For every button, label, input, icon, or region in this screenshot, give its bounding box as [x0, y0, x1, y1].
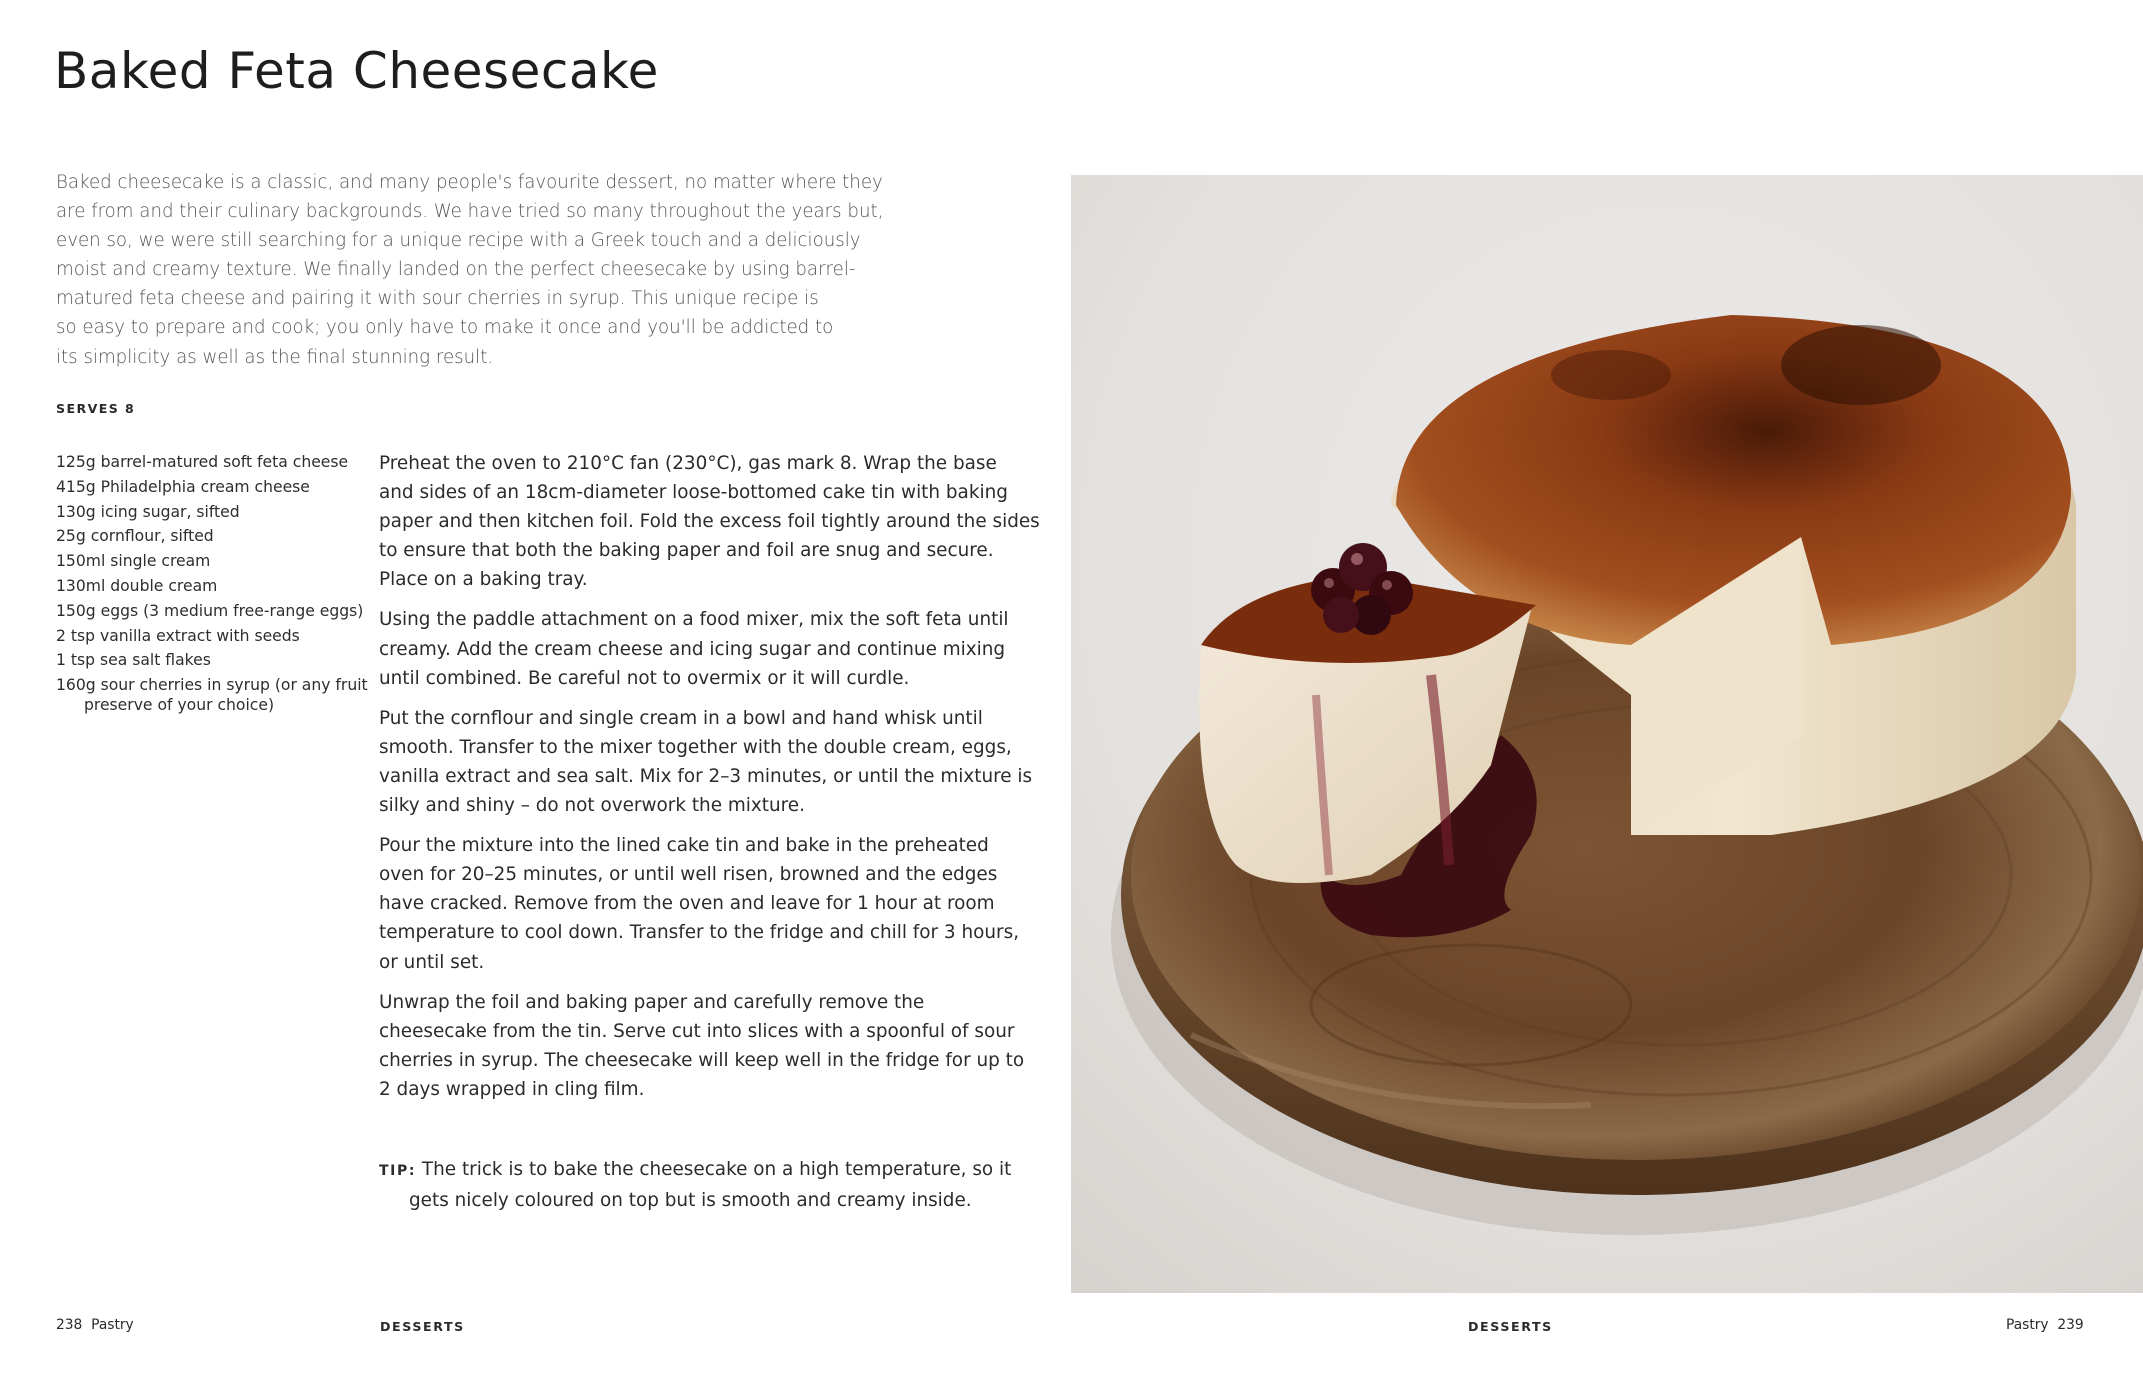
intro-line: matured feta cheese and pairing it with sour cherries in syrup. This unique recipe is	[56, 288, 819, 310]
chapter-name-right: DESSERTS	[1468, 1319, 1553, 1334]
page-number-right: 239	[2057, 1317, 2084, 1333]
method-step	[379, 605, 1009, 692]
ingredient-item: 150ml single cream	[56, 552, 211, 571]
method-line: oven for 20–25 minutes, or until well risen, browned and the edges	[379, 864, 998, 886]
method-line: Put the cornflour and single cream in a bowl and hand whisk until	[379, 707, 983, 729]
method-line: smooth. Transfer to the mixer together with the double cream, eggs,	[379, 736, 1012, 758]
intro-line: Baked cheesecake is a classic, and many people's favourite dessert, no matter where they	[56, 172, 883, 193]
intro-line: its simplicity as well as the final stunning result.	[56, 346, 494, 368]
tip-line	[379, 1155, 1012, 1186]
ingredient-item: 130g icing sugar, sifted	[56, 502, 240, 521]
method-line: creamy. Add the cream cheese and icing sugar and continue mixing	[379, 638, 1006, 660]
method-step	[379, 831, 1020, 976]
ingredient-item-continuation: preserve of your choice)	[84, 696, 275, 715]
method-line: 2 days wrapped in cling film.	[379, 1078, 645, 1100]
intro-line: so easy to prepare and cook; you only have to make it once and you'll be addicted to	[56, 317, 834, 339]
method-line: and sides of an 18cm-diameter loose-bottomed cake tin with baking	[379, 482, 1008, 504]
ingredient-item: 2 tsp vanilla extract with seeds	[56, 626, 300, 645]
method-step	[379, 704, 1033, 820]
method-steps	[379, 449, 1040, 1115]
intro-line: even so, we were still searching for a unique recipe with a Greek touch and a deliciously	[56, 230, 861, 252]
section-name-right: Pastry	[2006, 1317, 2049, 1333]
intro-line: moist and creamy texture. We finally landed on the perfect cheesecake by using barrel-	[56, 259, 856, 281]
method-line: to ensure that both the baking paper and foil are snug and secure.	[379, 540, 994, 562]
method-step	[379, 988, 1025, 1104]
ingredient-item: 25g cornflour, sifted	[56, 527, 214, 546]
method-line: cheesecake from the tin. Serve cut into slices with a spoonful of sour	[379, 1020, 1015, 1042]
ingredient-item-line: 160g sour cherries in syrup (or any fruit	[56, 676, 368, 695]
ingredient-item: 125g barrel-matured soft feta cheese	[56, 453, 349, 471]
ingredient-list	[56, 450, 368, 715]
ingredient-item: 130ml double cream	[56, 576, 218, 595]
method-step	[379, 449, 1040, 594]
method-line: silky and shiny – do not overwork the mixture.	[379, 795, 805, 817]
intro-line: are from and their culinary backgrounds. We have tried so many throughout the years but,	[56, 201, 884, 223]
footer-right-folio	[2006, 1317, 2084, 1333]
method-line: or until set.	[379, 951, 485, 973]
method-line: temperature to cool down. Transfer to the fridge and chill for 3 hours,	[379, 922, 1020, 944]
method-line: have cracked. Remove from the oven and leave for 1 hour at room	[379, 893, 995, 915]
ingredient-item	[56, 673, 368, 715]
method-line: cherries in syrup. The cheesecake will keep well in the fridge for up to	[379, 1049, 1025, 1071]
ingredient-item: 415g Philadelphia cream cheese	[56, 477, 310, 496]
method-line: Using the paddle attachment on a food mixer, mix the soft feta until	[379, 609, 1009, 631]
method-line: Preheat the oven to 210°C fan (230°C), gas mark 8. Wrap the base	[379, 453, 997, 474]
ingredient-item: 150g eggs (3 medium free-range eggs)	[56, 601, 364, 620]
cheesecake-photo	[1071, 175, 2143, 1293]
recipe-title: Baked Feta Cheesecake	[54, 42, 659, 100]
footer-left-folio	[56, 1317, 134, 1333]
ingredient-item: 1 tsp sea salt flakes	[56, 651, 211, 670]
method-line: vanilla extract and sea salt. Mix for 2–3 minutes, or until the mixture is	[379, 765, 1033, 787]
method-line: paper and then kitchen foil. Fold the excess foil tightly around the sides	[379, 511, 1040, 533]
section-name-left: Pastry	[91, 1317, 134, 1333]
chapter-name-left: DESSERTS	[380, 1319, 465, 1334]
method-line: Place on a baking tray.	[379, 569, 588, 591]
tip-text: The trick is to bake the cheesecake on a high temperature, so it	[421, 1159, 1012, 1180]
method-line: Pour the mixture into the lined cake tin and bake in the preheated	[379, 835, 989, 857]
serves-label: SERVES 8	[56, 401, 136, 416]
page-number-left: 238	[56, 1317, 83, 1333]
method-line: Unwrap the foil and baking paper and carefully remove the	[379, 991, 925, 1013]
recipe-intro	[56, 168, 884, 372]
method-line: until combined. Be careful not to overmix or it will curdle.	[379, 667, 910, 689]
recipe-tip	[379, 1155, 1012, 1215]
tip-line-continuation: gets nicely coloured on top but is smooth and creamy inside.	[409, 1190, 972, 1212]
tip-label: TIP:	[379, 1163, 417, 1179]
